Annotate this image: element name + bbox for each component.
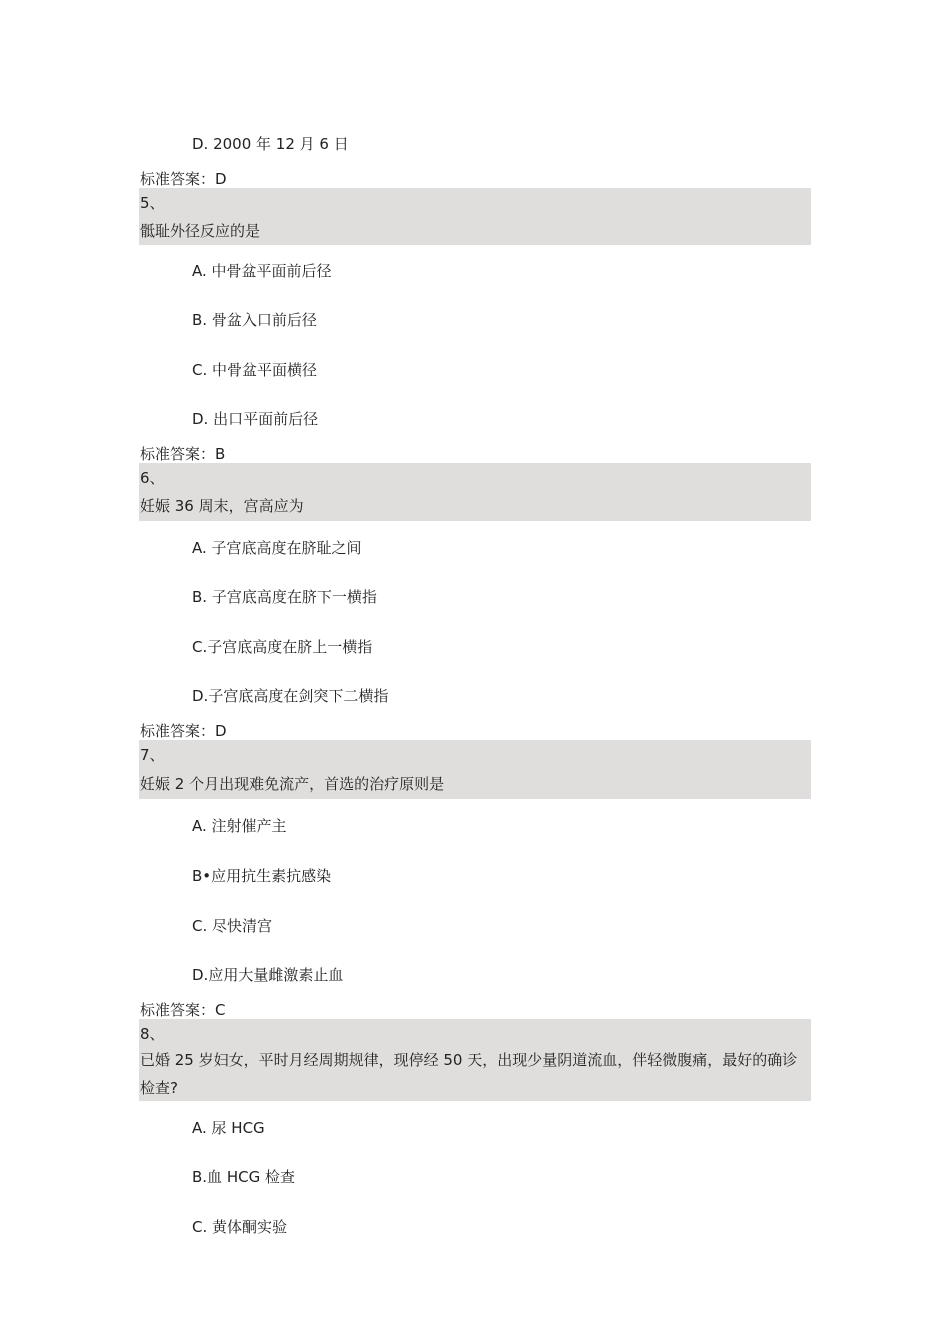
standard-answer: 标准答案：D [140, 722, 227, 740]
question-text: 骶耻外径反应的是 [140, 222, 261, 240]
standard-answer: 标准答案：C [140, 1001, 226, 1019]
option-c: C. 中骨盆平面横径 [192, 361, 318, 379]
option-b: B. 骨盆入口前后径 [192, 311, 317, 329]
question-header [139, 188, 811, 245]
standard-answer: 标准答案：B [140, 445, 226, 463]
option-c: C. 黄体酮实验 [192, 1218, 288, 1236]
option-a: A. 注射催产主 [192, 817, 287, 835]
option-a: A. 中骨盆平面前后径 [192, 262, 332, 280]
question-header [139, 740, 811, 799]
option-d: D. 出口平面前后径 [192, 410, 319, 428]
standard-answer: 标准答案：D [140, 170, 227, 188]
question-number: 7、 [140, 746, 165, 764]
option-a: A. 尿 HCG [192, 1119, 265, 1137]
option-d: D.应用大量雌激素止血 [192, 966, 344, 984]
question-text: 妊娠 36 周末，宫高应为 [140, 497, 304, 515]
option-c: C. 尽快清宫 [192, 917, 273, 935]
option-d: D. 2000 年 12 月 6 日 [192, 135, 349, 153]
option-c: C.子宫底高度在脐上一横指 [192, 638, 373, 656]
question-text: 已婚 25 岁妇女，平时月经周期规律，现停经 50 天，出现少量阴道流血，伴轻微腹痛，最好的确诊检查? [140, 1051, 798, 1097]
question-number: 8、 [140, 1025, 165, 1043]
question-header [139, 463, 811, 521]
option-b: B. 子宫底高度在脐下一横指 [192, 588, 377, 606]
question-text: 妊娠 2 个月出现难免流产，首选的治疗原则是 [140, 775, 445, 793]
question-header [139, 1019, 811, 1101]
question-number: 5、 [140, 194, 165, 212]
option-b: B•应用抗生素抗感染 [192, 867, 332, 885]
option-d: D.子宫底高度在剑突下二横指 [192, 687, 389, 705]
option-b: B.血 HCG 检查 [192, 1168, 295, 1186]
question-number: 6、 [140, 469, 165, 487]
option-a: A. 子宫底高度在脐耻之间 [192, 539, 362, 557]
